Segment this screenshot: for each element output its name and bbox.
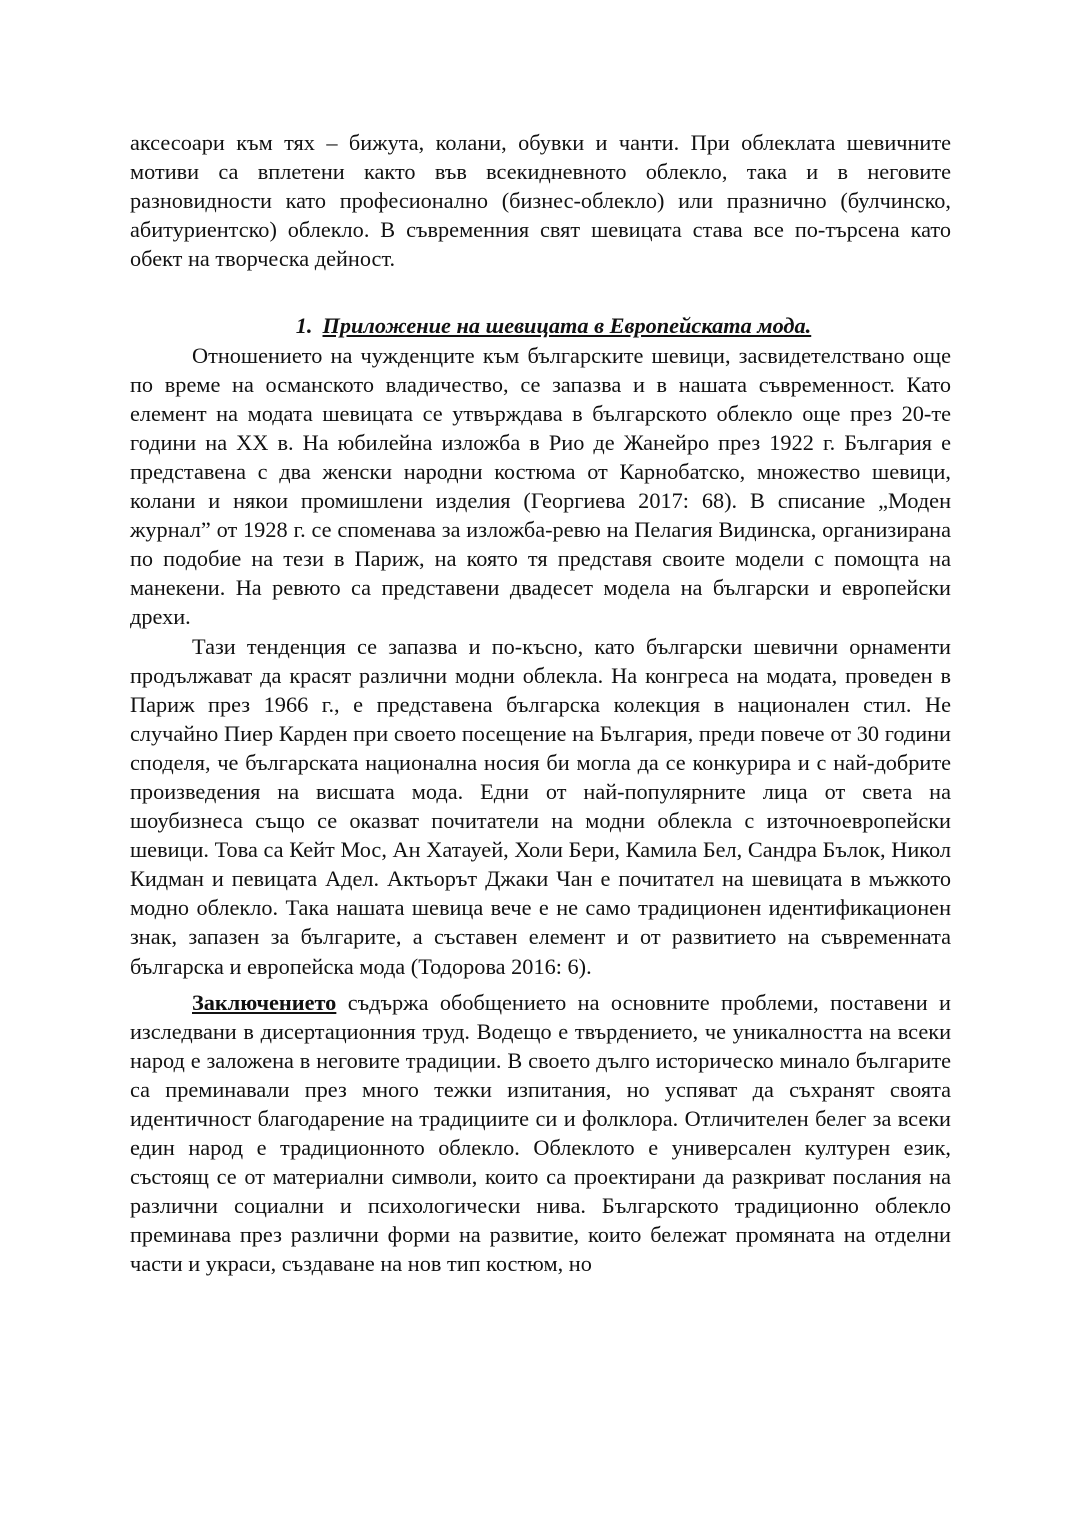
- intro-paragraph: аксесоари към тях – бижута, колани, обувки и чанти. При облеклата шевичните мотиви са вплетени както във всекидневното облекло, така и в неговите разновидности като професионално (бизнес-облекло) или празнично (булчинско, абитуриентско) облекло. В съвременния свят шевицата става все по-търсена като обект на творческа дейност.: [130, 130, 951, 272]
- section-number: 1.: [295, 313, 313, 339]
- conclusion-lead-term: Заключението: [192, 989, 337, 1015]
- section-paragraph-1: Отношението на чужденците към българските шевици, засвидетелствано още по време на османското владичество, се запазва и в нашата съвременност. Като елемент на модата шевицата се утвърждава в българското облекло още през 20-те години на XX в. На юбилейна изложба в Рио де Жанейро през 1922 г. България е представена с два женски народни костюма от Карнобатско, множество шевици, колани и някои промишлени изделия (Георгиева 2017: 68). В списание „Моден журнал” от 1928 г. се споменава за изложба-ревю на Пелагия Видинска, организирана по подобие на тези в Париж, на която тя представя своите модели с помощта на манекени. На ревюто са представени двадесет модела на български и европейски дрехи.: [130, 342, 951, 630]
- document-page: [130, 128, 951, 1279]
- conclusion-text: съдържа обобщението на основните проблеми, поставени и изследвани в дисертационния труд. Водещо е твърдението, че уникалността на всеки народ е заложена в неговите традиции. В своето дълго историческо минало българите са преминавали през много тежки изпитания, но успяват да съхранят своята идентичност благодарение на традициите си и фолклора. Отличителен белег за всеки един народ е традиционното облекло. Облеклото е универсален културен език, състоящ се от материални символи, които са проектирани да разкриват послания на различни социални и психологически нива. Българското традиционно облекло преминава през различни форми на развитие, които бележат промяната на отделни части и украси, създаване на нов тип костюм, но: [130, 989, 951, 1277]
- conclusion-paragraph: [130, 988, 951, 1279]
- section-heading: [130, 311, 951, 340]
- section-title: Приложение на шевицата в Европейската мода.: [322, 313, 812, 339]
- section-paragraph-2: Тази тенденция се запазва и по-късно, като български шевични орнаменти продължават да красят различни модни облекла. На конгреса на модата, проведен в Париж през 1966 г., е представена българска колекция в национален стил. Не случайно Пиер Карден при своето посещение на България, преди повече от 30 години споделя, че българската национална носия би могла да се конкурира и с най-добрите произведения на висшата мода. Едни от най-популярните лица от света на шоубизнеса също се оказват почитатели на модни облекла с източноевропейски шевици. Това са Кейт Мос, Ан Хатауей, Холи Бери, Камила Бел, Сандра Бълок, Никол Кидман и певицата Адел. Актьорът Джаки Чан е почитател на шевицата в мъжкото модно облекло. Така нашата шевица вече е не само традиционен идентификационен знак, запазен за българите, а съставен елемент и от развитието на съвременната българска и европейска мода (Тодорова 2016: 6).: [130, 633, 951, 979]
